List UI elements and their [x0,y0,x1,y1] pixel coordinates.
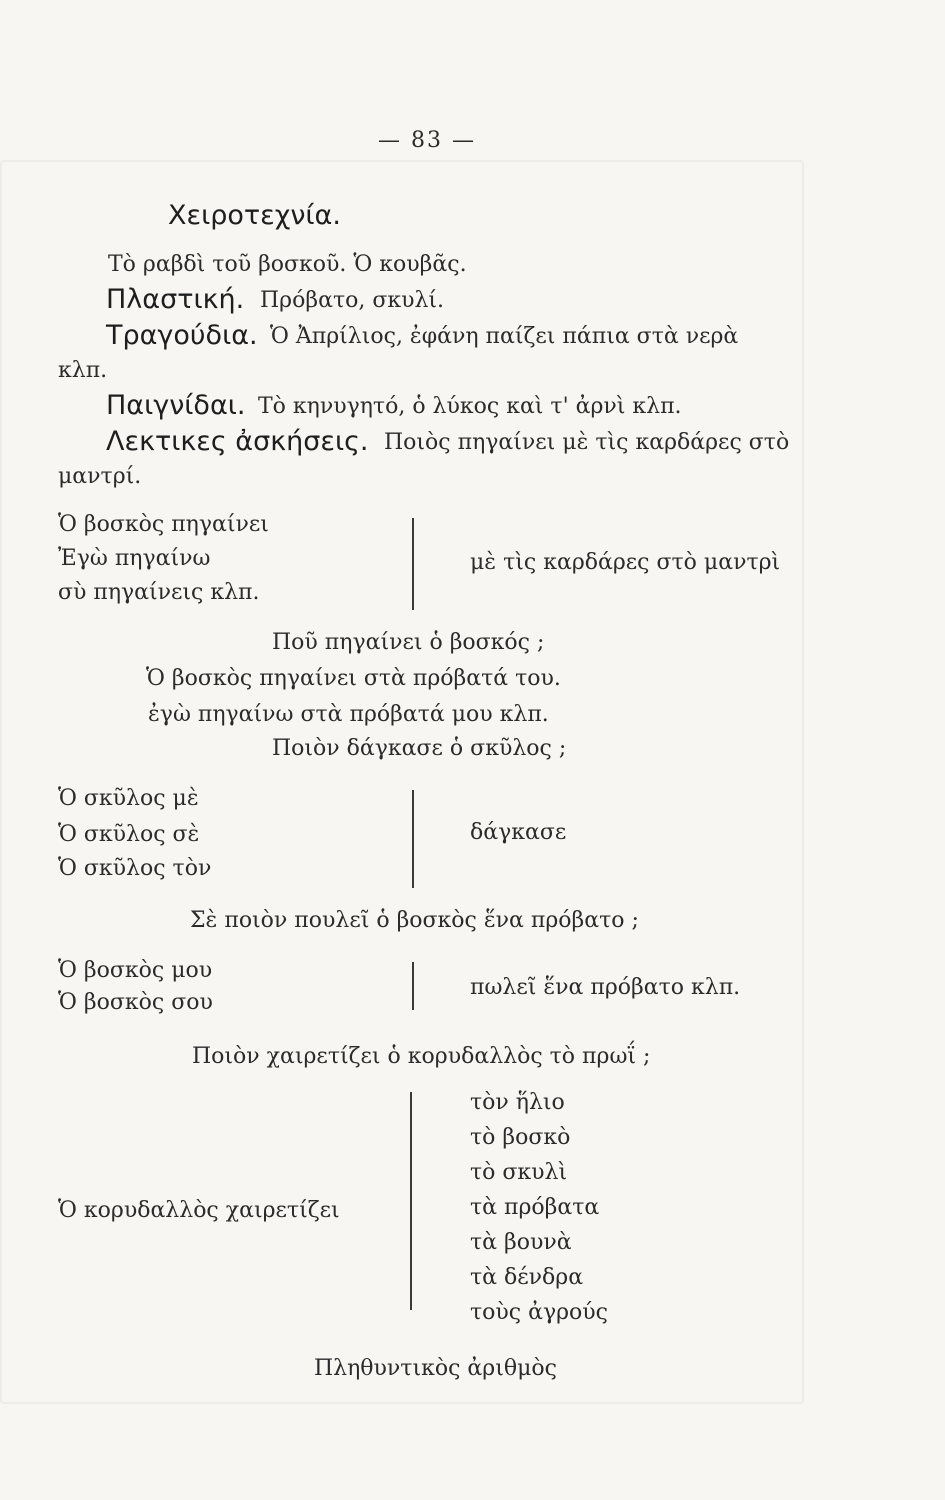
group4-object: τὸ σκυλὶ [470,1160,568,1185]
group3-line: Ὁ βοσκὸς σου [58,990,213,1015]
heading-verbal: Λεκτικες ἀσκήσεις. [106,426,369,457]
dialogue-question: Ποιὸν δάγκασε ὁ σκῦλος ; [272,736,567,761]
footer-heading: Πληθυντικὸς ἀριθμὸς [314,1356,557,1381]
dialogue-answer: ἐγὼ πηγαίνω στὰ πρόβατά μου κλπ. [148,702,549,727]
group4-object: τὸ βοσκὸ [470,1125,571,1150]
group4-object: τὰ βουνὰ [470,1230,572,1255]
group1-complement: μὲ τὶς καρδάρες στὸ μαντρὶ [470,550,781,575]
group4-brace [410,1092,412,1310]
group4-object: τὸν ἥλιο [470,1090,565,1115]
text-handicraft: Τὸ ραβδὶ τοῦ βοσκοῦ. Ὁ κουβᾶς. [108,252,467,277]
group1-brace [412,518,414,610]
group2-complement: δάγκασε [470,820,567,845]
heading-plastic: Πλαστική. [106,284,245,315]
heading-songs: Τραγούδια. [106,320,258,351]
group2-line: Ὁ σκῦλος μὲ [58,786,199,811]
group2-line: Ὁ σκῦλος τὸν [58,856,212,881]
group1-line: Ἐγὼ πηγαίνω [58,546,211,571]
group2-brace [412,790,414,888]
dialogue-answer: Ὁ βοσκὸς πηγαίνει στὰ πρόβατά του. [146,666,561,691]
text-games: Τὸ κηνυγητό, ὁ λύκος καὶ τ' ἀρνὶ κλπ. [258,394,682,419]
page-number: — 83 — [378,128,476,153]
text-verbal-continuation: μαντρί. [58,464,142,489]
group4-subject: Ὁ κορυδαλλὸς χαιρετίζει [58,1198,340,1223]
group4-object: τοὺς ἀγρούς [470,1300,608,1325]
heading-handicraft: Χειροτεχνία. [168,200,341,231]
text-songs: Ὁ Ἀπρίλιος, ἐφάνη παίζει πάπια στὰ νερὰ [270,324,739,349]
dialogue-question: Ποῦ πηγαίνει ὁ βοσκός ; [272,630,545,655]
text-plastic: Πρόβατο, σκυλί. [260,288,445,313]
group4-object: τὰ πρόβατα [470,1195,600,1220]
text-verbal: Ποιὸς πηγαίνει μὲ τὶς καρδάρες στὸ [384,430,790,455]
heading-games: Παιγνίδαι. [106,390,246,421]
group4-object: τὰ δένδρα [470,1265,584,1290]
group3-brace [412,962,414,1010]
group2-line: Ὁ σκῦλος σὲ [58,822,200,847]
group3-line: Ὁ βοσκὸς μου [58,958,213,983]
group1-line: σὺ πηγαίνεις κλπ. [58,580,260,605]
question-4: Ποιὸν χαιρετίζει ὁ κορυδαλλὸς τὸ πρωΐ ; [192,1044,651,1069]
question-3: Σὲ ποιὸν πουλεῖ ὁ βοσκὸς ἕνα πρόβατο ; [190,908,639,933]
group1-line: Ὁ βοσκὸς πηγαίνει [58,512,269,537]
group3-complement: πωλεῖ ἕνα πρόβατο κλπ. [470,975,741,1000]
text-songs-continuation: κλπ. [58,358,108,383]
